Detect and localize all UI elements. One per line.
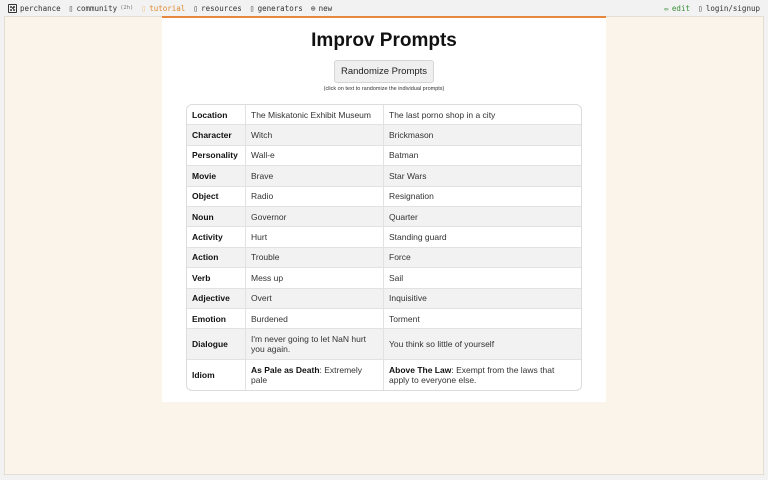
community-icon: ▯ — [68, 3, 74, 13]
user-icon: ▯ — [697, 3, 703, 13]
prompt-cell[interactable]: Hurt — [246, 227, 384, 247]
prompt-cell[interactable]: Brickmason — [384, 125, 581, 145]
prompt-cell[interactable]: Mess up — [246, 268, 384, 288]
hint-text: (click on text to randomize the individual prompts) — [323, 86, 445, 92]
prompt-cell[interactable]: Brave — [246, 166, 384, 186]
table-row — [187, 268, 581, 288]
prompt-cell[interactable]: Force — [384, 248, 581, 268]
top-nav-right — [664, 4, 760, 13]
prompt-cell[interactable] — [384, 360, 581, 391]
prompt-cell[interactable]: The Miskatonic Exhibit Museum — [246, 105, 384, 125]
plus-circle-icon: ⊕ — [310, 3, 316, 13]
prompt-cell[interactable]: Trouble — [246, 248, 384, 268]
prompt-cell[interactable]: Quarter — [384, 207, 581, 227]
category-label: Action — [187, 248, 246, 268]
idiom-term: Above The Law — [389, 364, 452, 375]
table-row — [187, 105, 581, 125]
pencil-icon: ✏ — [664, 3, 669, 13]
prompt-cell[interactable]: Wall-e — [246, 146, 384, 166]
category-label: Noun — [187, 207, 246, 227]
prompt-cell[interactable]: Standing guard — [384, 227, 581, 247]
table-row — [187, 146, 581, 166]
table-row — [187, 329, 581, 360]
nav-new[interactable]: ⊕ new — [310, 3, 333, 13]
prompt-cell[interactable]: Star Wars — [384, 166, 581, 186]
prompt-cell[interactable]: Radio — [246, 187, 384, 207]
prompt-cell[interactable]: Witch — [246, 125, 384, 145]
table-row — [187, 166, 581, 186]
category-label: Idiom — [187, 360, 246, 391]
nav-edit[interactable]: ✏ edit — [664, 3, 690, 13]
prompts-table — [186, 104, 582, 391]
prompt-cell[interactable]: Inquisitive — [384, 289, 581, 309]
category-label: Emotion — [187, 309, 246, 329]
idiom-term: As Pale as Death — [251, 364, 320, 375]
tutorial-icon: ▯ — [141, 3, 147, 13]
idiom-definition: : Exempt from the laws that apply to everyone else. — [389, 364, 555, 386]
prompt-cell[interactable] — [246, 360, 384, 391]
nav-community[interactable]: ▯ community (2h) — [68, 3, 134, 13]
top-nav-left — [8, 4, 332, 13]
prompt-cell[interactable]: You think so little of yourself — [384, 329, 581, 360]
content-card — [162, 18, 606, 402]
prompt-cell[interactable]: Overt — [246, 289, 384, 309]
nav-login-signup[interactable]: ▯ login/signup — [697, 3, 760, 13]
nav-resources[interactable]: ▯ resources — [193, 3, 242, 13]
category-label: Personality — [187, 146, 246, 166]
table-row — [187, 289, 581, 309]
table-row — [187, 309, 581, 329]
table-row — [187, 248, 581, 268]
prompt-cell[interactable]: I'm never going to let NaN hurt you again. — [246, 329, 384, 360]
table-row — [187, 227, 581, 247]
prompt-cell[interactable]: Burdened — [246, 309, 384, 329]
category-label: Movie — [187, 166, 246, 186]
table-row — [187, 125, 581, 145]
prompt-cell[interactable]: Resignation — [384, 187, 581, 207]
category-label: Activity — [187, 227, 246, 247]
prompt-cell[interactable]: Governor — [246, 207, 384, 227]
prompt-cell[interactable]: Sail — [384, 268, 581, 288]
category-label: Adjective — [187, 289, 246, 309]
nav-tutorial[interactable]: ▯ tutorial — [141, 3, 186, 13]
prompt-cell[interactable]: The last porno shop in a city — [384, 105, 581, 125]
table-row — [187, 360, 581, 391]
randomize-prompts-button[interactable]: Randomize Prompts — [334, 60, 434, 83]
resources-icon: ▯ — [193, 3, 199, 13]
nav-generators[interactable]: ▯ generators — [249, 3, 303, 13]
category-label: Character — [187, 125, 246, 145]
category-label: Dialogue — [187, 329, 246, 360]
top-nav-bar — [0, 0, 768, 16]
table-row — [187, 207, 581, 227]
category-label: Location — [187, 105, 246, 125]
generators-icon: ▯ — [249, 3, 255, 13]
dice-icon — [8, 4, 17, 13]
category-label: Verb — [187, 268, 246, 288]
idiom-definition: : Extremely pale — [251, 364, 363, 386]
page-title: Improv Prompts — [311, 30, 457, 51]
community-count: (2h) — [120, 5, 134, 11]
category-label: Object — [187, 187, 246, 207]
nav-perchance[interactable]: perchance — [8, 4, 61, 13]
table-row — [187, 187, 581, 207]
prompt-cell[interactable]: Batman — [384, 146, 581, 166]
prompt-cell[interactable]: Torment — [384, 309, 581, 329]
